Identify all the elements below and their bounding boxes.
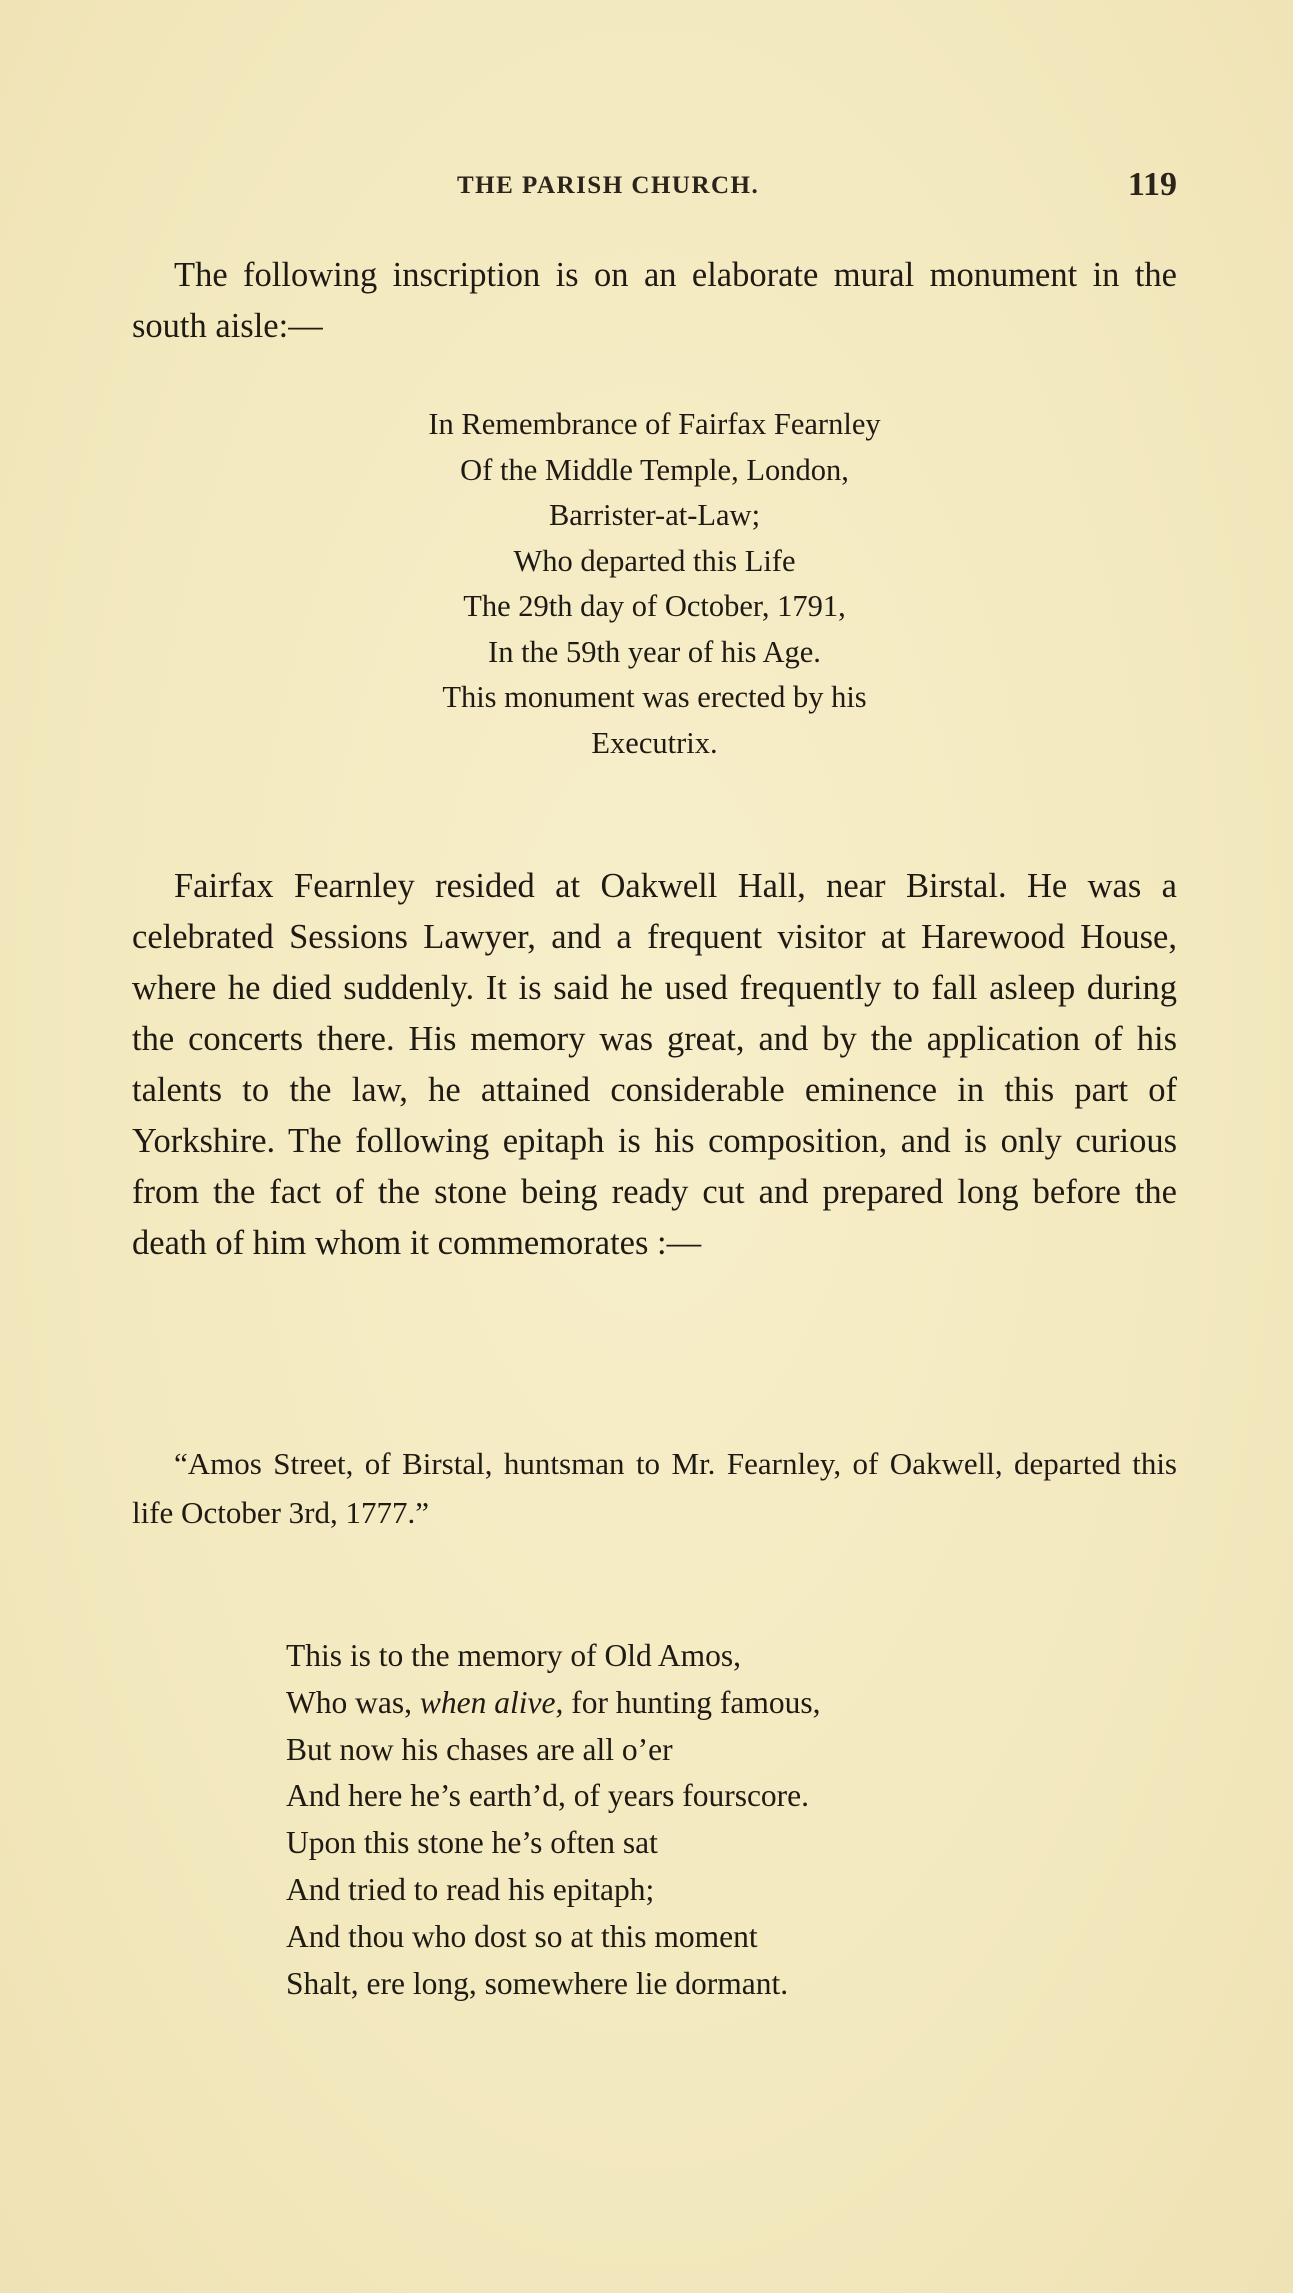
- intro-paragraph: [132, 250, 1177, 352]
- body-text: Fairfax Fearnley resided at Oakwell Hall, near Birstal. He was a celebrated Sessions Lawyer, and a frequent visitor at Harewood House, where he died suddenly. It is said he used frequently to fall asleep during the concerts there. His memory was great, and by the application of his talents to the law, he attained considerable eminence in this part of Yorkshire. The following epitaph is his composition, and is only curious from the fact of the stone being ready cut and prepared long before the death of him whom it commemorates :—: [132, 867, 1177, 1262]
- epitaph-poem: [286, 1633, 1106, 2007]
- poem-line-text: for hunting famous,: [563, 1684, 821, 1720]
- body-paragraph: [132, 861, 1177, 1269]
- inscription-line: The 29th day of October, 1791,: [463, 589, 846, 623]
- monument-inscription: [132, 402, 1177, 766]
- inscription-line: Barrister-at-Law;: [548, 498, 761, 532]
- poem-line: This is to the memory of Old Amos,: [286, 1638, 741, 1673]
- poem-line: And here he’s earth’d, of years fourscore.: [286, 1778, 810, 1814]
- poem-line: Upon this stone he’s often sat: [286, 1825, 658, 1861]
- inscription-line: In Remembrance of Fairfax Fearnley: [428, 407, 881, 441]
- poem-line: [286, 1680, 1106, 1727]
- poem-line: And thou who dost so at this moment: [286, 1918, 758, 1954]
- inscription-line: Who departed this Life: [513, 543, 796, 578]
- inscription-line: Of the Middle Temple, London,: [460, 452, 849, 487]
- quoted-epitaph: [132, 1439, 1177, 1537]
- page-number: 119: [1127, 166, 1177, 203]
- quote-text: “Amos Street, of Birstal, huntsman to Mr. Fearnley, of Oakwell, departed this life October 3rd, 1777.”: [132, 1446, 1177, 1530]
- poem-italic-text: when alive,: [419, 1684, 564, 1720]
- inscription-line: Executrix.: [591, 725, 718, 760]
- inscription-line: This monument was erected by his: [442, 680, 867, 714]
- poem-line: And tried to read his epitaph;: [286, 1871, 655, 1907]
- poem-line: But now his chases are all o’er: [286, 1731, 673, 1767]
- running-head: THE PARISH CHURCH.: [457, 172, 760, 199]
- inscription-line: In the 59th year of his Age.: [488, 634, 821, 669]
- intro-text: The following inscription is on an elaborate mural monument in the south aisle:—: [132, 256, 1177, 345]
- poem-line: Shalt, ere long, somewhere lie dormant.: [286, 1965, 789, 2001]
- poem-line-text: Who was,: [286, 1684, 420, 1720]
- page-header: [132, 168, 1177, 208]
